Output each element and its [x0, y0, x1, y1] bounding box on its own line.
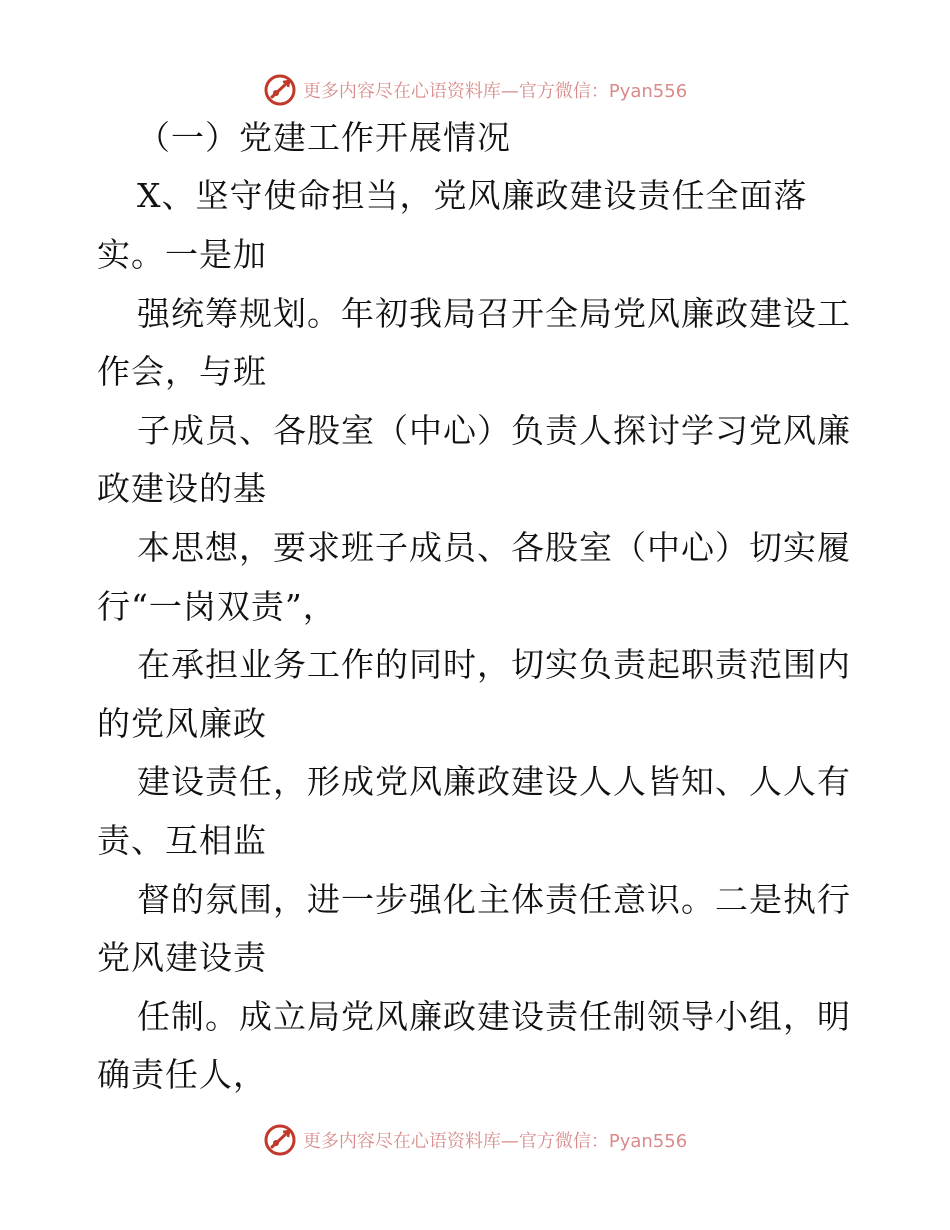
section-heading: （一）党建工作开展情况 — [137, 118, 511, 157]
paragraph-line: 强统筹规划。年初我局召开全局党风廉政建设工 — [137, 294, 851, 333]
watermark-text: 更多内容尽在心语资料库—官方微信：Pyan556 — [302, 81, 688, 102]
paragraph-line: 党风建设责 — [97, 938, 267, 977]
paragraph-line: X、坚守使命担当，党风廉政建设责任全面落 — [137, 176, 808, 215]
paragraph-line: 子成员、各股室（中心）负责人探讨学习党风廉 — [137, 411, 851, 450]
paragraph-line: 建设责任，形成党风廉政建设人人皆知、人人有 — [137, 762, 851, 801]
paragraph-line: 本思想，要求班子成员、各股室（中心）切实履 — [137, 528, 851, 567]
brand-logo-icon — [263, 73, 297, 107]
paragraph-line: 确责任人， — [97, 1055, 267, 1094]
brand-logo-icon — [263, 1123, 297, 1157]
watermark-text: 更多内容尽在心语资料库—官方微信：Pyan556 — [302, 1131, 688, 1152]
paragraph-line: 行“一岗双责”， — [97, 587, 337, 626]
paragraph-line: 政建设的基 — [97, 469, 267, 508]
watermark-footer — [0, 1120, 950, 1160]
paragraph-line: 实。一是加 — [97, 235, 267, 274]
paragraph-line: 的党风廉政 — [97, 704, 267, 743]
paragraph-line: 在承担业务工作的同时，切实负责起职责范围内 — [137, 645, 851, 684]
paragraph-line: 督的氛围，进一步强化主体责任意识。二是执行 — [137, 880, 851, 919]
paragraph-line: 任制。成立局党风廉政建设责任制领导小组，明 — [137, 997, 851, 1036]
paragraph-line: 责、互相监 — [97, 821, 267, 860]
watermark-header — [0, 70, 950, 110]
paragraph-line: 作会，与班 — [97, 352, 267, 391]
